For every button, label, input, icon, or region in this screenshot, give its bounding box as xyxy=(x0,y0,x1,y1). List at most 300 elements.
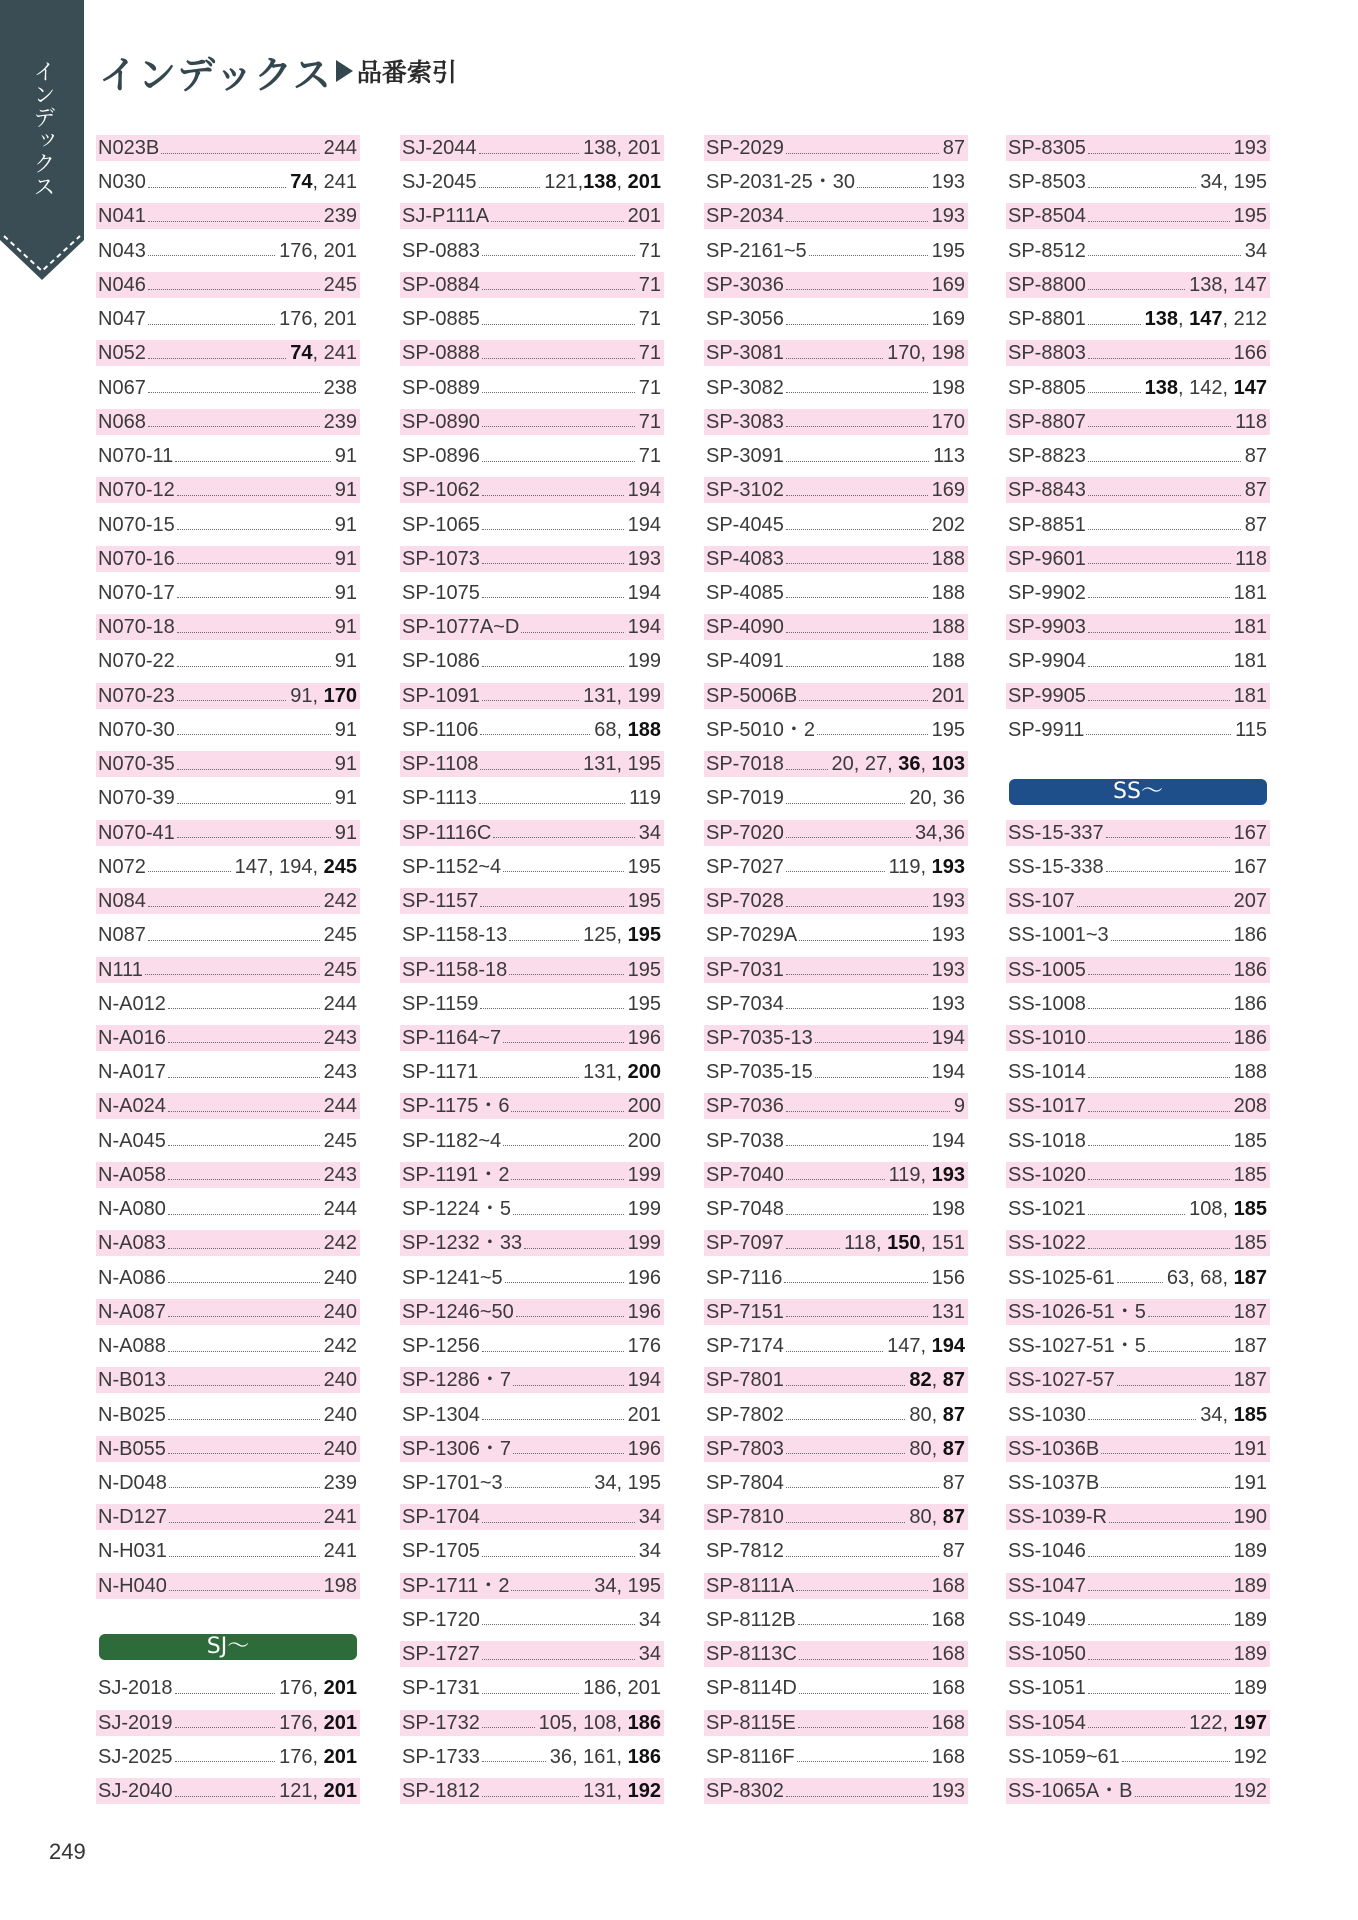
side-tab-label: インデックス xyxy=(30,60,55,198)
part-number: N-D127 xyxy=(98,1506,167,1529)
page-references: 113 xyxy=(933,445,965,468)
part-number: N-B025 xyxy=(98,1403,166,1426)
index-row xyxy=(96,751,360,777)
index-row xyxy=(704,1675,968,1701)
dot-leader xyxy=(1086,734,1231,735)
index-row xyxy=(96,1504,360,1530)
page-references: 131 xyxy=(931,1300,965,1323)
part-number: SP-7028 xyxy=(706,890,784,913)
page-references: 121, 201 xyxy=(279,1780,357,1803)
dot-leader xyxy=(1088,666,1230,667)
page-references: 240 xyxy=(323,1403,357,1426)
part-number: N067 xyxy=(98,376,146,399)
page-number-bold: 188 xyxy=(627,718,661,741)
page-references: 194 xyxy=(627,1369,661,1392)
dot-leader xyxy=(148,392,320,393)
part-number: SS-1039-R xyxy=(1008,1506,1107,1529)
dot-leader xyxy=(493,837,634,838)
part-number: SP-1191・2 xyxy=(402,1163,510,1186)
part-number: SP-3083 xyxy=(706,410,784,433)
part-number: SS-1026-51・5 xyxy=(1008,1300,1146,1323)
part-number: N041 xyxy=(98,205,146,228)
index-row xyxy=(1006,1367,1270,1393)
index-row xyxy=(1006,648,1270,674)
page-references: 147, 194, 245 xyxy=(234,855,357,878)
part-number: N070-41 xyxy=(98,821,175,844)
part-number: N070-16 xyxy=(98,547,175,570)
dot-leader xyxy=(1088,1042,1230,1043)
index-row xyxy=(1006,683,1270,709)
index-row xyxy=(1006,1059,1270,1085)
part-number: N070-15 xyxy=(98,513,175,536)
index-row xyxy=(96,340,360,366)
part-number: SP-4045 xyxy=(706,513,784,536)
dot-leader xyxy=(482,597,624,598)
dot-leader xyxy=(817,734,928,735)
part-number: SP-9904 xyxy=(1008,650,1086,673)
page-references: 244 xyxy=(323,1198,357,1221)
index-row xyxy=(96,922,360,948)
page-references: 199 xyxy=(627,1232,661,1255)
dot-leader xyxy=(1148,1316,1230,1317)
index-row xyxy=(400,1196,664,1222)
part-number: SP-1304 xyxy=(402,1403,480,1426)
page-references: 74, 241 xyxy=(290,171,357,194)
index-row xyxy=(704,683,968,709)
dot-leader xyxy=(482,461,635,462)
page-number-bold: 74 xyxy=(290,171,313,194)
part-number: SP-1075 xyxy=(402,581,480,604)
part-number: SP-3102 xyxy=(706,479,784,502)
page-number-bold: 82 xyxy=(909,1369,932,1392)
part-number: SP-7040 xyxy=(706,1163,784,1186)
page-references: 193 xyxy=(931,924,965,947)
section-header: SS～ xyxy=(1009,779,1267,805)
page-references: 240 xyxy=(323,1437,357,1460)
part-number: N-A024 xyxy=(98,1095,166,1118)
page-references: 167 xyxy=(1233,855,1267,878)
part-number: N070-12 xyxy=(98,479,175,502)
part-number: SS-15-337 xyxy=(1008,821,1104,844)
index-row xyxy=(96,477,360,503)
index-row xyxy=(1006,375,1270,401)
index-row xyxy=(96,1470,360,1496)
dot-leader xyxy=(175,1693,276,1694)
dot-leader xyxy=(168,1008,320,1009)
dot-leader xyxy=(148,187,286,188)
page-references: 194 xyxy=(931,1061,965,1084)
index-row xyxy=(1006,1230,1270,1256)
part-number: SP-1286・7 xyxy=(402,1369,511,1392)
index-row xyxy=(704,169,968,195)
index-row xyxy=(96,238,360,264)
dot-leader xyxy=(1101,1453,1229,1454)
page-references: 34 xyxy=(1244,239,1267,262)
index-row xyxy=(400,340,664,366)
index-row xyxy=(704,238,968,264)
part-number: SP-9911 xyxy=(1008,718,1085,741)
dot-leader xyxy=(482,289,635,290)
index-row xyxy=(400,1299,664,1325)
index-row xyxy=(400,443,664,469)
dot-leader xyxy=(786,666,928,667)
dot-leader xyxy=(177,529,331,530)
dot-leader xyxy=(175,461,331,462)
part-number: SP-8115E xyxy=(706,1711,796,1734)
index-row xyxy=(400,1128,664,1154)
index-row xyxy=(1006,1778,1270,1804)
part-number: SP-1175・6 xyxy=(402,1095,510,1118)
part-number: SP-8302 xyxy=(706,1780,784,1803)
part-number: SP-3091 xyxy=(706,445,784,468)
dot-leader xyxy=(482,324,635,325)
index-row xyxy=(400,238,664,264)
dot-leader xyxy=(784,1282,927,1283)
part-number: SP-1224・5 xyxy=(402,1198,511,1221)
page-references: 34 xyxy=(638,821,661,844)
page-references: 118 xyxy=(1235,410,1267,433)
dot-leader xyxy=(1117,1282,1163,1283)
index-row xyxy=(704,272,968,298)
index-row xyxy=(96,1265,360,1291)
dot-leader xyxy=(168,1248,320,1249)
index-row xyxy=(704,717,968,743)
index-row xyxy=(704,1573,968,1599)
dot-leader xyxy=(169,1556,320,1557)
dot-leader xyxy=(1148,1351,1230,1352)
page-references: 186 xyxy=(1233,958,1267,981)
dot-leader xyxy=(482,700,579,701)
part-number: SP-2034 xyxy=(706,205,784,228)
index-row xyxy=(96,1162,360,1188)
page-references: 200 xyxy=(627,1129,661,1152)
page-number-bold: 186 xyxy=(627,1745,661,1768)
part-number: SP-1091 xyxy=(402,684,480,707)
index-row xyxy=(1006,1265,1270,1291)
index-row xyxy=(1006,957,1270,983)
page-references: 195 xyxy=(931,718,965,741)
page-references: 71 xyxy=(638,308,661,331)
dot-leader xyxy=(503,1042,623,1043)
dot-leader xyxy=(815,1077,928,1078)
page-references: 244 xyxy=(323,1095,357,1118)
part-number: N-A017 xyxy=(98,1061,166,1084)
page-references: 199 xyxy=(627,1198,661,1221)
page-number-bold: 197 xyxy=(1233,1711,1267,1734)
part-number: SP-7116 xyxy=(706,1266,783,1289)
part-number: SP-8805 xyxy=(1008,376,1086,399)
part-number: SP-1158-18 xyxy=(402,958,508,981)
dot-leader xyxy=(786,461,929,462)
dot-leader xyxy=(1088,597,1230,598)
part-number: N070-18 xyxy=(98,616,175,639)
page-number-bold: 36 xyxy=(898,753,921,776)
dot-leader xyxy=(168,1282,320,1283)
dot-leader xyxy=(1088,495,1241,496)
page-references: 9 xyxy=(953,1095,965,1118)
page-references: 187 xyxy=(1233,1369,1267,1392)
dot-leader xyxy=(482,1761,546,1762)
dot-leader xyxy=(482,563,624,564)
dot-leader xyxy=(1088,632,1230,633)
page-number-bold: 201 xyxy=(323,1745,357,1768)
page-number-bold: 201 xyxy=(627,171,661,194)
page-references: 193 xyxy=(931,205,965,228)
part-number: SP-7038 xyxy=(706,1129,784,1152)
part-number: SP-7027 xyxy=(706,855,784,878)
index-row xyxy=(704,340,968,366)
dot-leader xyxy=(521,632,623,633)
part-number: N-A083 xyxy=(98,1232,166,1255)
dot-leader xyxy=(175,1727,276,1728)
dot-leader xyxy=(148,426,320,427)
index-row xyxy=(400,1573,664,1599)
index-row xyxy=(400,888,664,914)
dot-leader xyxy=(786,1008,928,1009)
dot-leader xyxy=(1101,1487,1229,1488)
page-number-bold: 187 xyxy=(1233,1266,1267,1289)
dot-leader xyxy=(177,700,287,701)
part-number: SS-1051 xyxy=(1008,1677,1086,1700)
dot-leader xyxy=(480,1077,579,1078)
index-row xyxy=(400,306,664,332)
part-number: SS-107 xyxy=(1008,890,1075,913)
part-number: SP-2161~5 xyxy=(706,239,807,262)
index-row xyxy=(96,375,360,401)
part-number: SS-1008 xyxy=(1008,992,1086,1015)
page-references: 91 xyxy=(334,616,357,639)
part-number: SP-1701~3 xyxy=(402,1471,503,1494)
part-number: SP-7019 xyxy=(706,787,784,810)
index-row xyxy=(1006,820,1270,846)
page-references: 119, 193 xyxy=(888,855,965,878)
part-number: N-H040 xyxy=(98,1574,167,1597)
part-number: N047 xyxy=(98,308,146,331)
index-row xyxy=(400,1265,664,1291)
page-references: 196 xyxy=(627,1026,661,1049)
part-number: SP-1116C xyxy=(402,821,492,844)
index-row xyxy=(400,1504,664,1530)
part-number: SP-0896 xyxy=(402,445,480,468)
part-number: SP-1171 xyxy=(402,1061,479,1084)
page-number-bold: 170 xyxy=(323,684,357,707)
index-row xyxy=(704,1162,968,1188)
page-references: 147, 194 xyxy=(887,1335,965,1358)
index-row xyxy=(1006,1402,1270,1428)
page-references: 245 xyxy=(323,924,357,947)
part-number: N-A080 xyxy=(98,1198,166,1221)
index-row xyxy=(96,1538,360,1564)
index-row xyxy=(704,785,968,811)
index-row xyxy=(1006,238,1270,264)
part-number: SP-4090 xyxy=(706,616,784,639)
dot-leader xyxy=(513,1214,624,1215)
index-row xyxy=(704,1778,968,1804)
index-row xyxy=(96,1230,360,1256)
section-header: SJ～ xyxy=(99,1634,357,1660)
dot-leader xyxy=(1088,324,1141,325)
page-references: 191 xyxy=(1233,1471,1267,1494)
page-references: 189 xyxy=(1233,1574,1267,1597)
dot-leader xyxy=(482,392,635,393)
part-number: SP-1733 xyxy=(402,1745,480,1768)
index-row xyxy=(704,1607,968,1633)
dot-leader xyxy=(482,1522,635,1523)
index-row xyxy=(400,546,664,572)
page-references: 34 xyxy=(638,1506,661,1529)
part-number: SS-1027-51・5 xyxy=(1008,1335,1146,1358)
part-number: SP-8112B xyxy=(706,1608,796,1631)
dot-leader xyxy=(177,734,331,735)
dot-leader xyxy=(798,1727,928,1728)
page-references: 63, 68, 187 xyxy=(1166,1266,1267,1289)
index-row xyxy=(704,477,968,503)
part-number: SP-7151 xyxy=(706,1300,784,1323)
index-row xyxy=(400,820,664,846)
index-row xyxy=(96,1436,360,1462)
index-row xyxy=(96,854,360,880)
part-number: SS-1047 xyxy=(1008,1574,1086,1597)
index-row xyxy=(1006,580,1270,606)
part-number: SP-9903 xyxy=(1008,616,1086,639)
index-row xyxy=(704,1196,968,1222)
index-row xyxy=(1006,306,1270,332)
page-references: 80, 87 xyxy=(909,1437,965,1460)
dot-leader xyxy=(168,1145,320,1146)
dot-leader xyxy=(809,255,928,256)
dot-leader xyxy=(786,1214,928,1215)
index-row xyxy=(96,888,360,914)
part-number: N111 xyxy=(98,958,143,981)
dot-leader xyxy=(479,187,541,188)
index-row xyxy=(1006,1538,1270,1564)
dot-leader xyxy=(482,1351,624,1352)
index-row xyxy=(704,512,968,538)
page-number-bold: 185 xyxy=(1233,1198,1267,1221)
index-row xyxy=(704,1402,968,1428)
part-number: N-A012 xyxy=(98,992,166,1015)
page-references: 238 xyxy=(323,376,357,399)
dot-leader xyxy=(177,837,331,838)
part-number: SP-0884 xyxy=(402,273,480,296)
index-row xyxy=(1006,409,1270,435)
index-row xyxy=(400,1162,664,1188)
part-number: SP-8114D xyxy=(706,1677,797,1700)
dot-leader xyxy=(1088,1419,1196,1420)
index-row xyxy=(400,1710,664,1736)
index-row xyxy=(96,1093,360,1119)
page-references: 91 xyxy=(334,753,357,776)
dot-leader xyxy=(177,563,331,564)
index-row xyxy=(96,1367,360,1393)
page-references: 201 xyxy=(627,1403,661,1426)
dot-leader xyxy=(1106,837,1230,838)
page-references: 20, 27, 36, 103 xyxy=(831,753,965,776)
page-number-bold: 192 xyxy=(627,1780,661,1803)
dot-leader xyxy=(1111,940,1230,941)
index-row xyxy=(704,751,968,777)
part-number: SP-4083 xyxy=(706,547,784,570)
page-number-bold: 186 xyxy=(627,1711,661,1734)
page-references: 169 xyxy=(931,308,965,331)
part-number: N043 xyxy=(98,239,146,262)
page-references: 91 xyxy=(334,718,357,741)
index-row xyxy=(96,1744,360,1770)
page-references: 68, 188 xyxy=(594,718,661,741)
dot-leader xyxy=(505,1282,624,1283)
page-references: 181 xyxy=(1233,616,1267,639)
dot-leader xyxy=(786,906,928,907)
part-number: SP-8807 xyxy=(1008,410,1086,433)
index-row xyxy=(704,922,968,948)
page-references: 34 xyxy=(638,1540,661,1563)
index-row xyxy=(96,1059,360,1085)
page-number-bold: 87 xyxy=(942,1437,965,1460)
page-references: 194 xyxy=(627,513,661,536)
dot-leader xyxy=(148,940,320,941)
dot-leader xyxy=(511,1590,590,1591)
page-references: 245 xyxy=(323,958,357,981)
page-references: 105, 108, 186 xyxy=(538,1711,661,1734)
part-number: SP-0885 xyxy=(402,308,480,331)
page-references: 195 xyxy=(627,890,661,913)
page-number-bold: 74 xyxy=(290,342,313,365)
page-references: 131, 200 xyxy=(583,1061,661,1084)
index-row xyxy=(400,1367,664,1393)
index-row xyxy=(96,820,360,846)
page-references: 195 xyxy=(931,239,965,262)
dot-leader xyxy=(786,632,928,633)
part-number: SP-7035-15 xyxy=(706,1061,813,1084)
part-number: SS-1030 xyxy=(1008,1403,1086,1426)
part-number: SS-15-338 xyxy=(1008,855,1104,878)
dot-leader xyxy=(786,1145,928,1146)
index-row xyxy=(400,751,664,777)
dot-leader xyxy=(168,1419,320,1420)
part-number: SP-1152~4 xyxy=(402,855,502,878)
dot-leader xyxy=(168,1385,320,1386)
index-row xyxy=(96,957,360,983)
page-references: 176, 201 xyxy=(279,1677,357,1700)
part-number: N046 xyxy=(98,273,146,296)
page-references: 242 xyxy=(323,890,357,913)
page-references: 168 xyxy=(931,1711,965,1734)
part-number: SP-8116F xyxy=(706,1745,795,1768)
page-references: 199 xyxy=(627,650,661,673)
dot-leader xyxy=(177,803,331,804)
index-row xyxy=(400,1402,664,1428)
index-row xyxy=(96,580,360,606)
part-number: SP-0888 xyxy=(402,342,480,365)
dot-leader xyxy=(1088,392,1141,393)
dot-leader xyxy=(516,1316,624,1317)
index-row xyxy=(1006,1128,1270,1154)
part-number: SP-4091 xyxy=(706,650,784,673)
index-row xyxy=(704,409,968,435)
page-number-bold: 150 xyxy=(887,1232,921,1255)
page-number-bold: 201 xyxy=(323,1780,357,1803)
part-number: N-B013 xyxy=(98,1369,166,1392)
page-references: 169 xyxy=(931,273,965,296)
dot-leader xyxy=(1088,461,1241,462)
page-references: 185 xyxy=(1233,1163,1267,1186)
dot-leader xyxy=(511,1179,623,1180)
page-references: 115 xyxy=(1235,718,1267,741)
part-number: SP-1256 xyxy=(402,1335,480,1358)
dot-leader xyxy=(799,1659,928,1660)
index-row xyxy=(96,648,360,674)
page-references: 192 xyxy=(1233,1745,1267,1768)
